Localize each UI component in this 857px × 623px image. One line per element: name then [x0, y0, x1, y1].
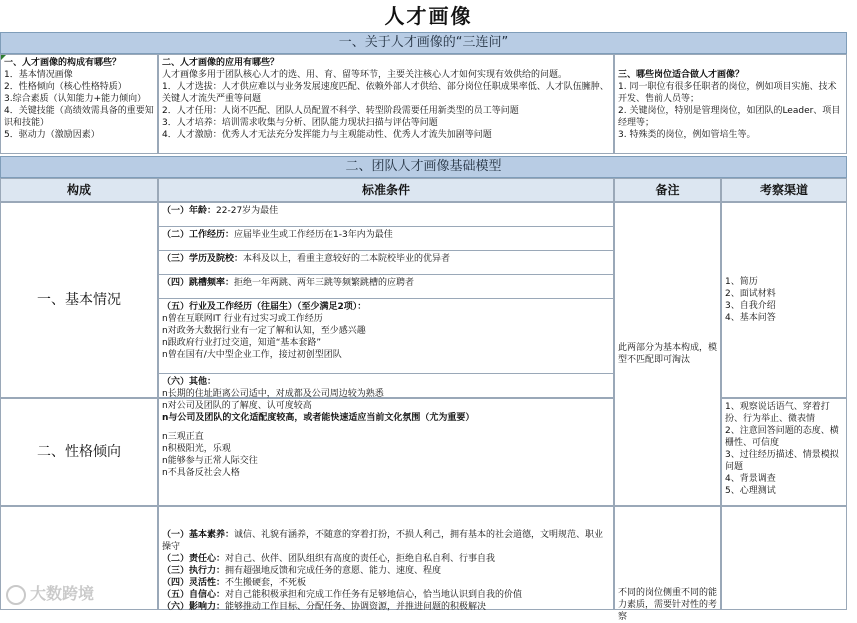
text-line	[162, 601, 610, 613]
text-line: 4．关键技能（高绩效需具备的重要知识和技能）	[4, 106, 154, 128]
criteria-row	[159, 227, 613, 251]
quality-criteria	[158, 506, 614, 610]
text-line: 二、人才画像的应用有哪些？	[162, 58, 280, 68]
text-line: （五）自信心：	[162, 590, 226, 600]
text-line: （三）学历及院校：	[162, 254, 244, 264]
text-line: 诚信、礼貌有涵养，不随意的穿着打扮，不损人利己，拥有基本的社会道德，文明规范、职业操守	[162, 530, 604, 552]
text-line	[162, 565, 610, 577]
column-header-criteria: 标准条件	[158, 178, 614, 202]
text-line: n三观正直	[162, 432, 204, 442]
row-label-personality: 二、性格倾向	[0, 398, 158, 506]
text-line: 3. 特殊类的岗位，例如管培生等。	[618, 130, 756, 140]
column-header-composition: 构成	[0, 178, 158, 202]
section-heading-model: 二、团队人才画像基础模型	[0, 156, 847, 178]
basic-remark: 此两部分为基本构成，模型不匹配即可淘汰	[614, 202, 721, 506]
text-line: （五）行业及工作经历（往届生）（至少满足2项）：	[162, 302, 367, 312]
page-title: 人才画像	[384, 4, 473, 28]
text-line: 拥有超强地反馈和完成任务的意愿、能力、速度、程度	[225, 566, 442, 576]
text-line: 4、背景调查	[725, 474, 776, 484]
text-line	[162, 577, 610, 589]
text-line: 2．性格倾向（核心性格特质）	[4, 82, 127, 92]
text-line: 5、心理测试	[725, 486, 776, 496]
personality-channels	[721, 398, 847, 506]
text-line: （四）灵活性：	[162, 578, 226, 588]
comment-marker-icon	[1, 55, 6, 60]
text-line: 4．人才激励：优秀人才无法充分发挥能力与主观能动性、优秀人才流失加剧等问题	[162, 130, 492, 140]
text-line: 5．驱动力（激励因素）	[4, 130, 100, 140]
text-line: n对公司及团队的了解度、认可度较高	[162, 401, 312, 411]
text-line: （四）跳槽频率：	[162, 278, 235, 288]
text-line: （一）年龄：	[162, 206, 217, 216]
text-line: 1、简历	[725, 277, 758, 287]
basic-criteria	[158, 202, 614, 423]
text-line: n跟政府行业打过交道，知道“基本套路”	[162, 338, 322, 348]
question-application	[158, 54, 614, 154]
text-line: 2、面试材料	[725, 289, 776, 299]
section-heading-three-questions: 一、关于人才画像的“三连问”	[0, 32, 847, 54]
text-line	[162, 529, 610, 553]
text-line: 拒绝一年两跳、两年三跳等频繁跳槽的应聘者	[234, 278, 415, 288]
quality-remark: 不同的岗位侧重不同的能力素质，需要针对性的考察	[614, 506, 721, 610]
text-line: 2．人才任用：人岗不匹配、团队人员配置不科学、转型阶段需要任用新类型的员工等问题	[162, 106, 519, 116]
text-line: 2、注意回答问题的态度、横栅性、可信度	[725, 426, 839, 448]
text-line: 3.综合素质（认知能力+能力倾向）	[4, 94, 147, 104]
text-line: n积极阳光，乐观	[162, 444, 231, 454]
text-line: 人才画像多用于团队核心人才的选、用、育、留等环节，主要关注核心人才如何实现有效供给的问题。	[162, 70, 568, 80]
text-line: n能够参与正常人际交往	[162, 456, 258, 466]
text-line: 3．人才培养：培训需求收集与分析、团队能力现状扫描与评估等问题	[162, 118, 438, 128]
text-line: （二）责任心：	[162, 554, 226, 564]
text-line: 3、自我介绍	[725, 301, 776, 311]
text-line: 1. 同一职位有很多任职者的岗位，例如项目实施、技术开发、售前人员等；	[618, 82, 837, 104]
text-line: 1．基本情况画像	[4, 70, 73, 80]
text-line	[162, 589, 610, 601]
text-line: 能够推动工作目标、分配任务、协调资源，并推进问题的积极解决	[225, 602, 487, 612]
text-line: 三、哪些岗位适合做人才画像？	[618, 70, 745, 80]
text-line: 4、基本问答	[725, 313, 776, 323]
column-header-remark: 备注	[614, 178, 721, 202]
text-line: （六）其他：	[162, 377, 217, 387]
criteria-row	[159, 275, 613, 299]
text-line: 大数跨境	[30, 584, 95, 603]
text-line: （二）工作经历：	[162, 230, 235, 240]
criteria-row	[159, 203, 613, 227]
text-line: （一）基本素养：	[162, 530, 235, 540]
criteria-row	[159, 299, 613, 374]
text-line: n不具备反社会人格	[162, 468, 240, 478]
text-line: 对自己、伙伴、团队组织有高度的责任心，拒绝自私自利、行事自我	[225, 554, 496, 564]
text-line: 3、过往经历描述、情景模拟问题	[725, 450, 839, 472]
text-line: n长期的住址距离公司适中，对成都及公司周边较为熟悉	[162, 389, 384, 399]
quality-channels	[721, 506, 847, 610]
text-line: n曾在互联网IT 行业有过实习或工作经历	[162, 314, 323, 324]
text-line: n对政务大数据行业有一定了解和认知，至少感兴趣	[162, 326, 366, 336]
personality-criteria	[158, 398, 614, 506]
text-line: 一、人才画像的构成有哪些？	[4, 58, 122, 68]
text-line: 不生搬硬套，不死板	[225, 578, 307, 588]
text-line: n与公司及团队的文化适配度较高，或者能快速适应当前文化氛围（尤为重要）	[162, 413, 475, 423]
row-label-basic: 一、基本情况	[0, 202, 158, 398]
text-line: （三）执行力：	[162, 566, 226, 576]
basic-channels	[721, 202, 847, 398]
column-header-channel: 考察渠道	[721, 178, 847, 202]
text-line: 2. 关键岗位，特别是管理岗位，如团队的Leader、项目经理等；	[618, 106, 841, 128]
watermark	[6, 582, 126, 606]
text-line: 22-27岁为最佳	[216, 206, 279, 216]
text-line	[162, 553, 610, 565]
text-line: （六）影响力：	[162, 602, 226, 612]
criteria-row	[159, 251, 613, 275]
text-line: 本科及以上，看重主意较好的二本院校毕业的优异者	[243, 254, 451, 264]
text-line: 对自己能积极承担和完成工作任务有足够地信心，恰当地认识到自我的价值	[225, 590, 523, 600]
text-line: 1、观察说话语气、穿着打扮、行为举止、微表情	[725, 402, 830, 424]
watermark-logo-icon	[6, 585, 26, 605]
text-line: 1．人才选拔：人才供应难以与业务发展速度匹配、依赖外部人才供给、部分岗位任职成果率低、人才队伍臃肿、关键人才流失严重等问题	[162, 82, 609, 104]
question-positions	[614, 54, 847, 154]
question-composition	[0, 54, 158, 154]
text-line: n曾在国有/大中型企业工作，接过初创型团队	[162, 350, 342, 360]
text-line: 应届毕业生或工作经历在1-3年内为最佳	[234, 230, 393, 240]
